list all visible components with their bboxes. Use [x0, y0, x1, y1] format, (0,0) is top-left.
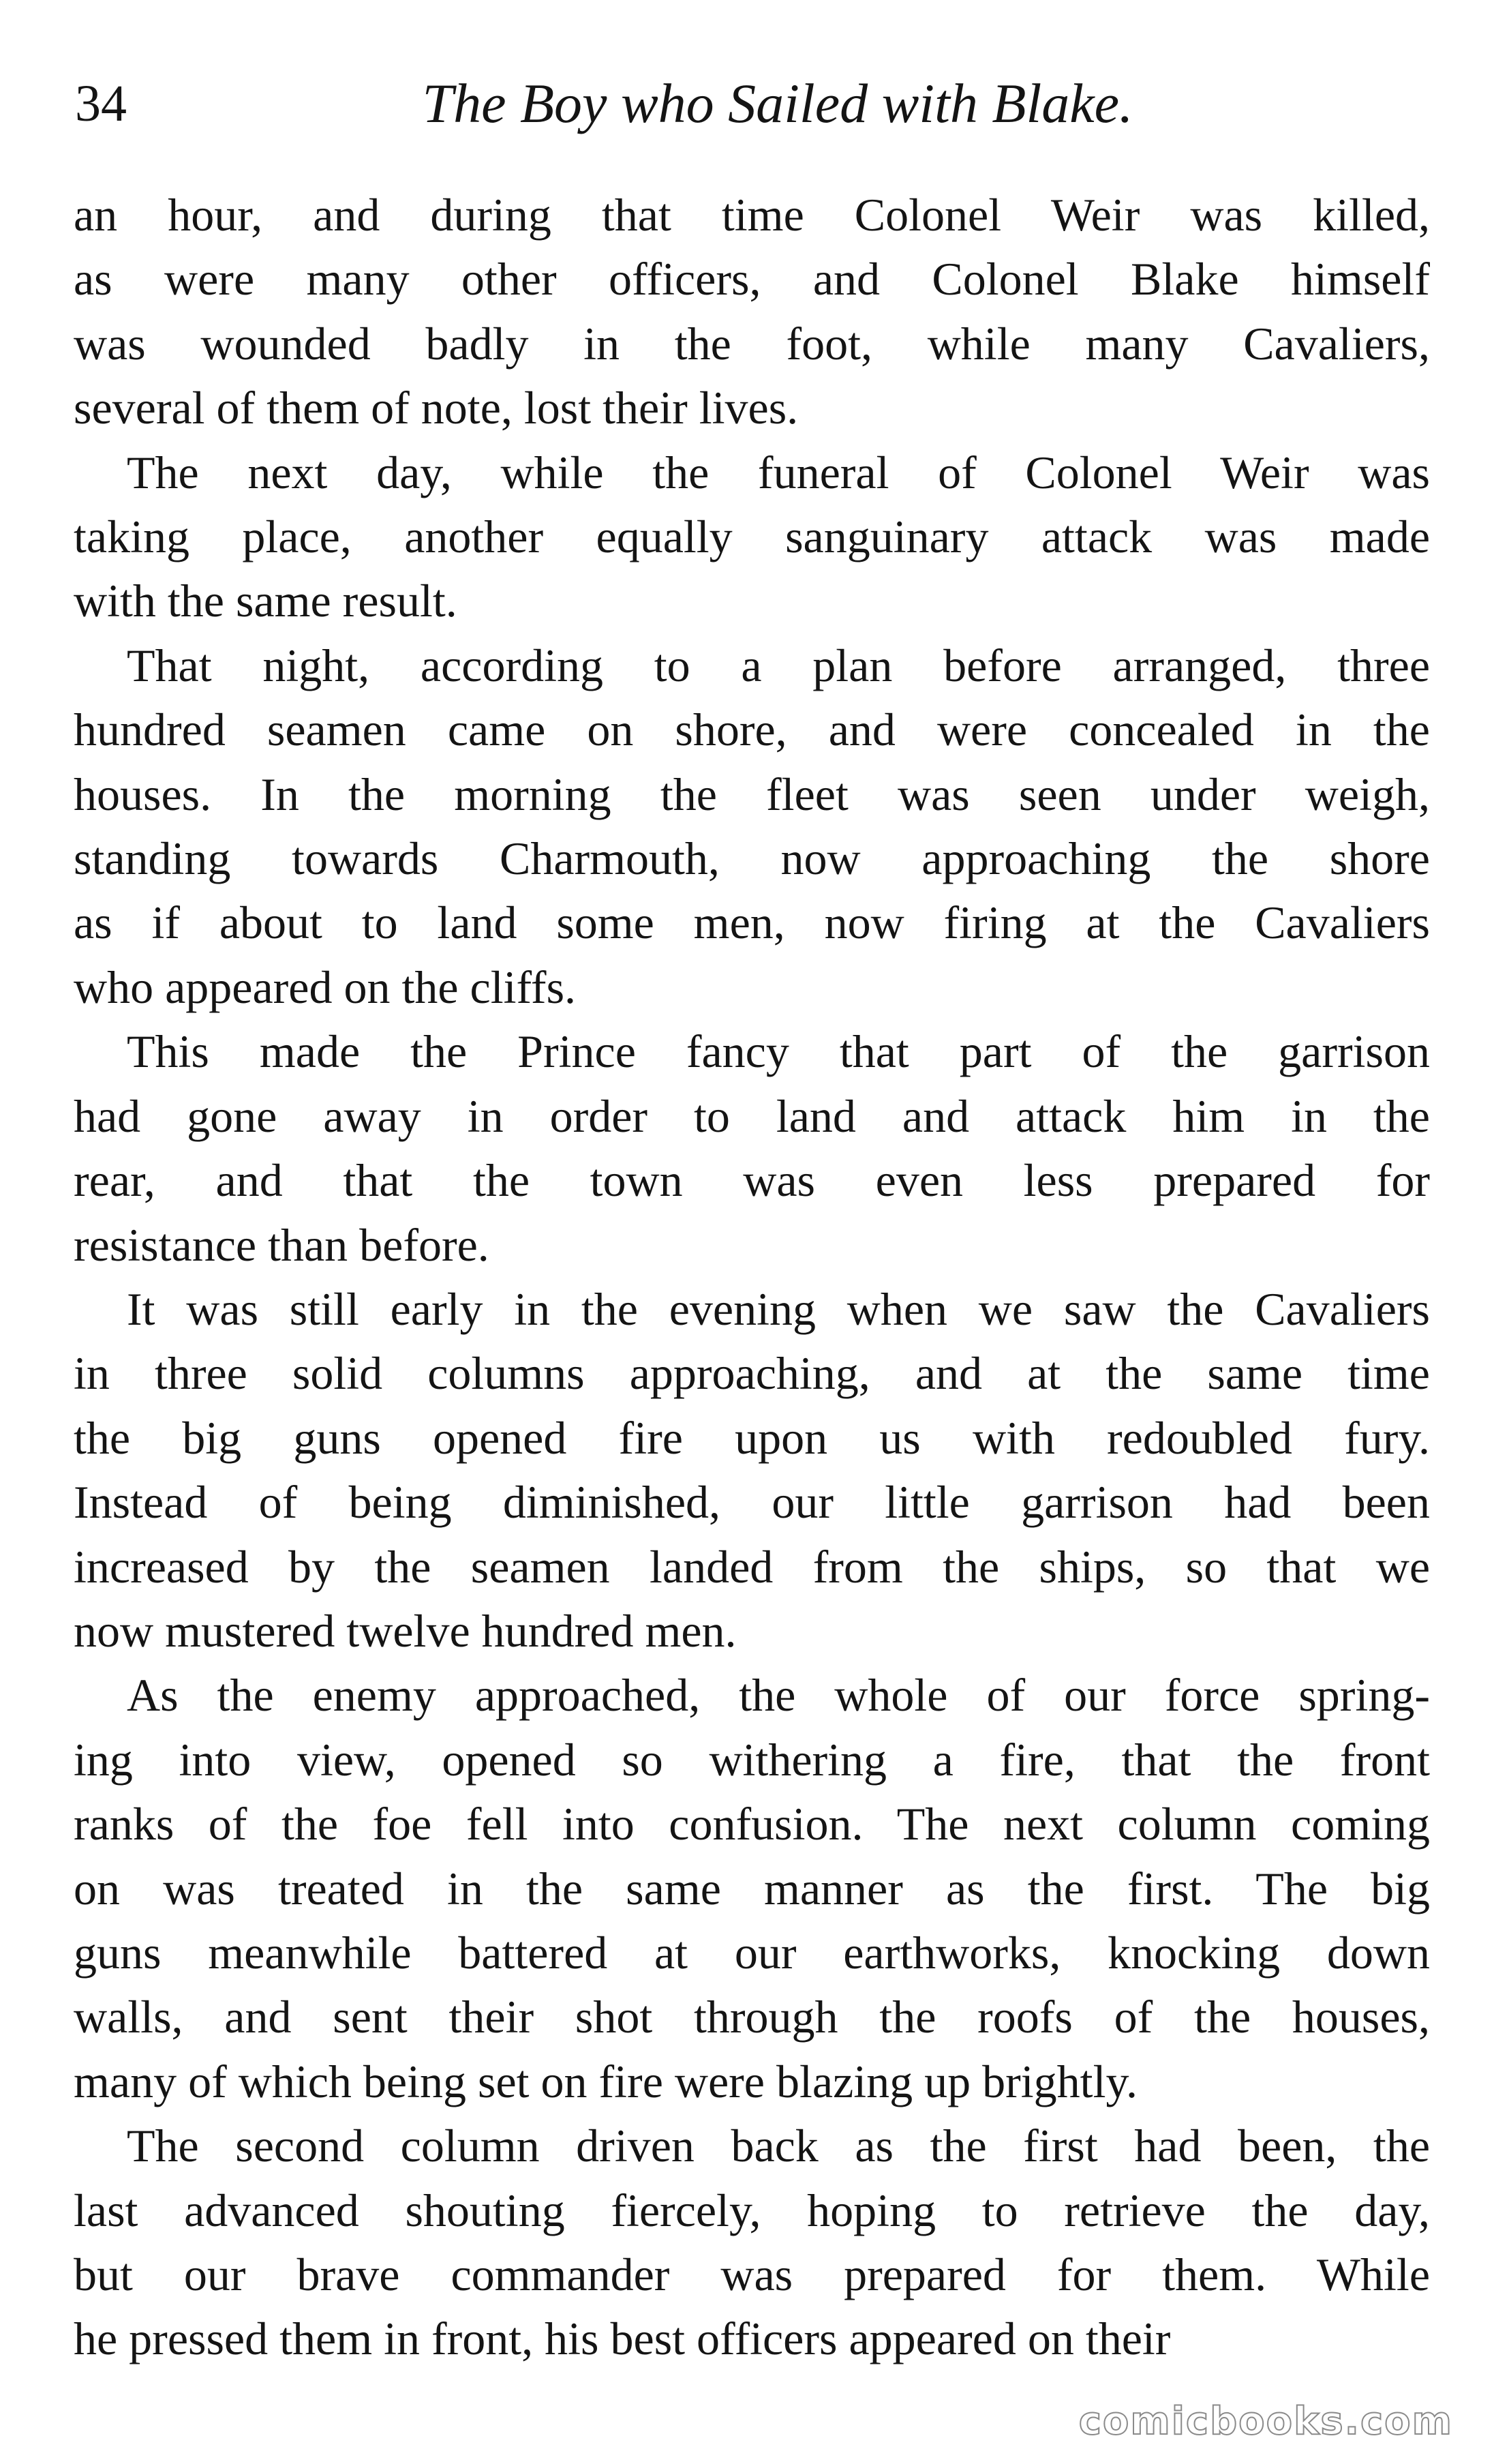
paragraph [74, 1663, 1430, 2114]
page-number: 34 [75, 75, 127, 132]
text-line: The next day, while the funeral of Colonel Weir was [127, 446, 1430, 498]
body-text [74, 183, 1430, 2371]
running-title: The Boy who Sailed with Blake. [422, 72, 1133, 134]
text-line: As the enemy approached, the whole of our force spring- [127, 1669, 1430, 1722]
paragraph [74, 183, 1430, 440]
paragraph [74, 633, 1430, 1019]
watermark: comicbooks.com [1078, 2399, 1453, 2444]
text-line: resistance than before. [74, 1218, 489, 1271]
page-header [75, 63, 1419, 145]
text-line: with the same result. [74, 575, 457, 627]
text-line: on was treated in the same manner as the first. The big [74, 1862, 1430, 1914]
text-line: ranks of the foe fell into confusion. The next column coming [74, 1798, 1430, 1850]
text-line: now mustered twelve hundred men. [74, 1604, 737, 1657]
text-line: That night, according to a plan before arranged, three [127, 639, 1430, 691]
paragraph [74, 1019, 1430, 1277]
text-line: guns meanwhile battered at our earthworks, knocking down [74, 1926, 1430, 1979]
text-line: This made the Prince fancy that part of the garrison [127, 1025, 1430, 1078]
text-line: ing into view, opened so withering a fire, that the front [74, 1733, 1430, 1786]
text-line: increased by the seamen landed from the ships, so that we [74, 1540, 1430, 1593]
text-line: walls, and sent their shot through the roofs of the houses, [74, 1991, 1430, 2043]
text-line: an hour, and during that time Colonel Weir was killed, [74, 189, 1430, 241]
text-line: but our brave commander was prepared for them. While [74, 2249, 1430, 2300]
text-line: taking place, another equally sanguinary attack was made [74, 511, 1430, 563]
text-line: last advanced shouting fiercely, hoping to retrieve the day, [74, 2184, 1430, 2236]
text-line: who appeared on the cliffs. [74, 961, 577, 1013]
text-line: as if about to land some men, now firing at the Cavaliers [74, 897, 1430, 949]
text-line: Instead of being diminished, our little garrison had been [74, 1476, 1430, 1529]
text-line: The second column driven back as the first had been, the [127, 2120, 1430, 2172]
text-line: the big guns opened fire upon us with redoubled fury. [74, 1411, 1430, 1464]
text-line: in three solid columns approaching, and at the same time [74, 1347, 1430, 1400]
text-line: houses. In the morning the fleet was seen under weigh, [74, 768, 1430, 820]
text-line: many of which being set on fire were blazing up brightly. [74, 2055, 1138, 2107]
paragraph [74, 440, 1430, 633]
text-line: as were many other officers, and Colonel Blake himself [74, 253, 1430, 305]
text-line: had gone away in order to land and attack him in the [74, 1090, 1430, 1142]
text-line: rear, and that the town was even less prepared for [74, 1154, 1430, 1207]
text-line: several of them of note, lost their lives. [74, 382, 799, 434]
text-line: was wounded badly in the foot, while many Cavaliers, [74, 317, 1430, 370]
text-line: hundred seamen came on shore, and were concealed in the [74, 704, 1430, 756]
paragraph [74, 1277, 1430, 1663]
paragraph [74, 2114, 1430, 2371]
text-line: It was still early in the evening when we saw the Cavaliers [127, 1282, 1430, 1335]
text-line: he pressed them in front, his best officers appeared on their [74, 2313, 1171, 2365]
text-line: standing towards Charmouth, now approaching the shore [74, 832, 1430, 885]
